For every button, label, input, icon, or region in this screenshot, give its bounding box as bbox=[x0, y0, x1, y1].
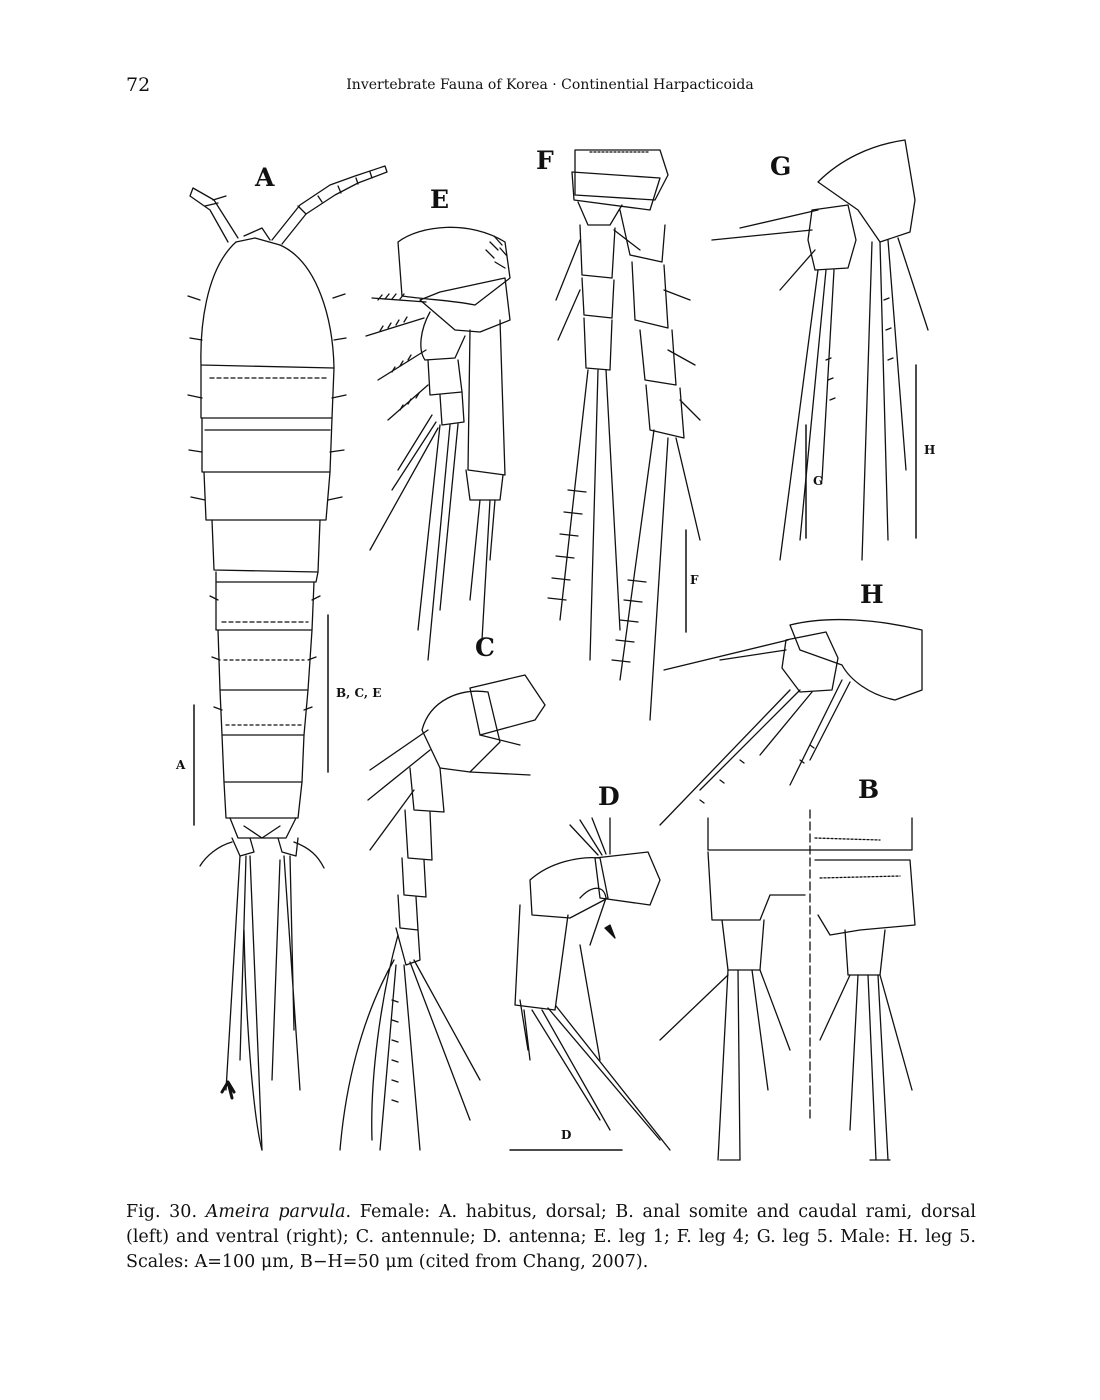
panel-label-d: D bbox=[598, 782, 620, 811]
leg-5-female-drawing bbox=[712, 140, 928, 560]
panel-label-e: E bbox=[430, 185, 450, 214]
caption-prefix: Fig. 30. bbox=[126, 1202, 198, 1222]
habitus-drawing bbox=[188, 166, 387, 1150]
page-number: 72 bbox=[126, 74, 151, 96]
anal-somite-drawing bbox=[660, 810, 915, 1160]
scale-label-h: H bbox=[924, 443, 936, 457]
scale-label-f: F bbox=[690, 573, 699, 587]
panel-label-b: B bbox=[858, 775, 880, 804]
antennule-drawing bbox=[340, 675, 545, 1150]
leg-1-drawing bbox=[366, 227, 510, 660]
caption-text: . Female: A. habitus, dorsal; B. anal somite and caudal rami, dorsal (left) and ventral (right); C. antennule; D. antenna; E. leg 1; F. leg 4; G. leg 5. Male: H. leg 5. Scales: A=100 μm, B−H=50 μm (cited from Chang, 2007). bbox=[126, 1202, 976, 1272]
panel-label-a: A bbox=[255, 163, 275, 192]
scale-label-d: D bbox=[561, 1128, 572, 1142]
panel-label-g: G bbox=[770, 152, 792, 181]
panel-label-f: F bbox=[536, 146, 554, 175]
running-title: Invertebrate Fauna of Korea · Continential Harpacticoida bbox=[346, 77, 754, 93]
scale-label-g: G bbox=[813, 474, 824, 488]
scale-label-a: A bbox=[176, 758, 186, 772]
antenna-drawing bbox=[515, 818, 670, 1150]
leg-5-male-drawing bbox=[660, 620, 922, 825]
caption-species: Ameira parvula bbox=[205, 1202, 346, 1222]
scale-label-bce: B, C, E bbox=[336, 686, 382, 700]
figure-caption bbox=[126, 1200, 976, 1275]
panel-label-c: C bbox=[475, 633, 495, 662]
panel-label-h: H bbox=[860, 580, 884, 609]
leg-4-drawing bbox=[548, 150, 700, 720]
